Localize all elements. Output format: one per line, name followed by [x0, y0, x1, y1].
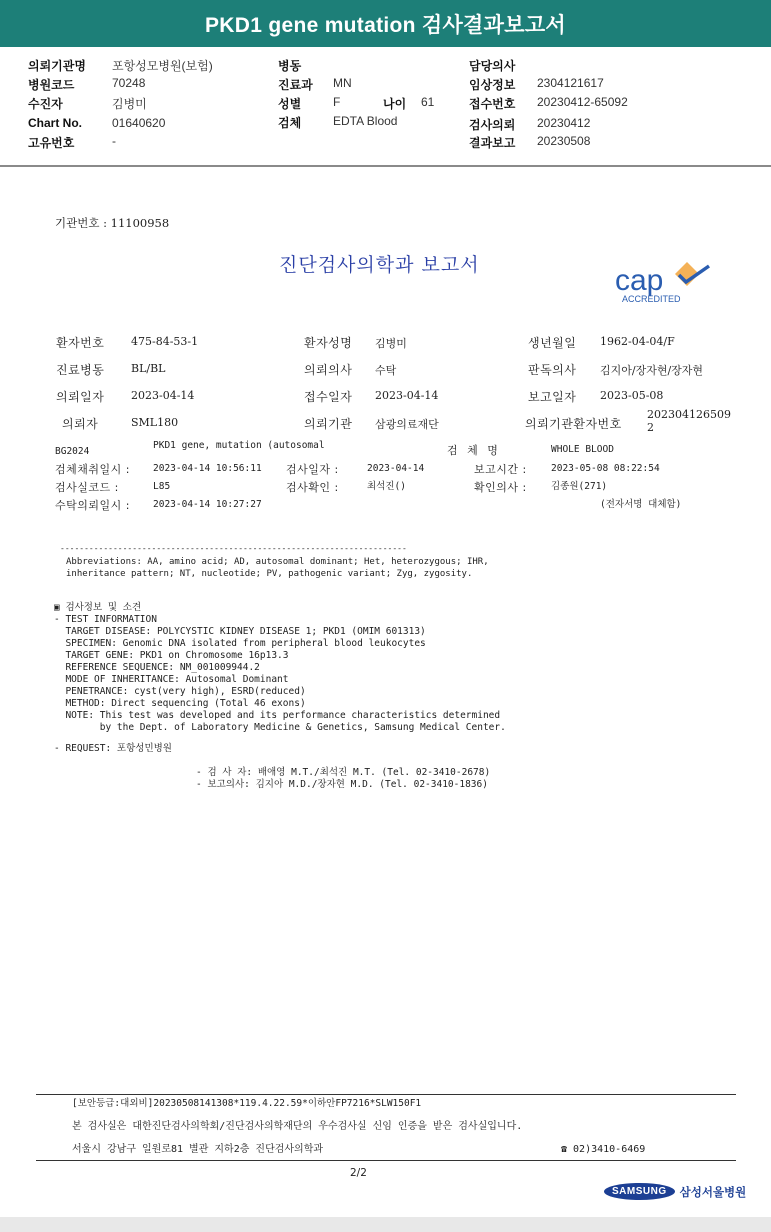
info-label: 의뢰일자	[56, 390, 105, 404]
specimen-value: WHOLE BLOOD	[551, 444, 614, 455]
body-line: TARGET DISEASE: POLYCYSTIC KIDNEY DISEASE 1; PKD1 (OMIM 601313)	[54, 626, 426, 637]
header-label: 검사의뢰	[469, 118, 516, 132]
body-line: METHOD: Direct sequencing (Total 46 exons)	[54, 698, 306, 709]
time-label: 확인의사 :	[474, 481, 527, 494]
info-value: 475-84-53-1	[131, 335, 199, 348]
header-label: 접수번호	[469, 97, 516, 111]
time-value: 2023-04-14	[367, 463, 425, 474]
cap-accredited-logo	[615, 262, 715, 310]
header-label: 진료과	[278, 78, 313, 92]
header-value: 20230412-65092	[537, 95, 628, 109]
test-code: BG2024	[55, 446, 90, 457]
header-label: 고유번호	[28, 136, 75, 150]
info-value: 수탁	[375, 364, 397, 377]
signer-line: - 보고의사: 김지아 M.D./장자현 M.D. (Tel. 02-3410-1836)	[196, 779, 488, 790]
time-value: 김종원(271)	[551, 481, 608, 492]
info-value: 2023-04-14	[131, 389, 195, 402]
header-value: 김병미	[112, 97, 147, 111]
abbrev-line: Abbreviations: AA, amino acid; AD, autosomal dominant; Het, heterozygous; IHR,	[66, 557, 489, 567]
info-label: 보고일자	[528, 390, 577, 404]
header-value: 20230412	[537, 116, 591, 130]
body-line: PENETRANCE: cyst(very high), ESRD(reduced)	[54, 686, 306, 697]
info-label: 생년월일	[528, 336, 577, 350]
cap-accredited-text: ACCREDITED	[622, 294, 681, 304]
time-label: 검사확인 :	[286, 481, 339, 494]
info-value: 2023041265092	[647, 408, 731, 434]
time-label: 검사일자 :	[286, 463, 339, 476]
header-label: 결과보고	[469, 136, 516, 150]
info-label: 접수일자	[304, 390, 353, 404]
time-label: 검사실코드 :	[55, 481, 119, 494]
test-name: PKD1 gene, mutation (autosomal	[153, 440, 325, 451]
info-value: 김병미	[375, 337, 407, 350]
header-value: 70248	[112, 76, 146, 90]
header-label: 의뢰기관명	[28, 59, 86, 73]
header-label: 수진자	[28, 97, 63, 111]
header-value: 2304121617	[537, 76, 604, 90]
body-line: ▣ 검사정보 및 소견	[54, 602, 142, 613]
body-line: by the Dept. of Laboratory Medicine & Genetics, Samsung Medical Center.	[54, 722, 506, 733]
samsung-wordmark: SAMSUNG	[604, 1183, 675, 1200]
info-label: 의뢰기관	[304, 417, 353, 431]
title-bar	[0, 0, 771, 47]
receipt-label: 수탁의뢰일시 :	[55, 499, 130, 512]
info-label: 진료병동	[56, 363, 105, 377]
signer-line: - 검 사 자: 배애영 M.T./최석진 M.T. (Tel. 02-3410-2678)	[196, 767, 491, 778]
header-info	[0, 47, 771, 165]
header-value: MN	[333, 76, 352, 90]
cap-logo-text: cap	[615, 264, 664, 297]
time-value: 2023-04-14 10:56:11	[153, 463, 262, 474]
footer-rule-top	[36, 1094, 736, 1095]
body-line: NOTE: This test was developed and its performance characteristics determined	[54, 710, 501, 721]
info-value: BL/BL	[131, 362, 166, 375]
info-label: 환자번호	[56, 336, 105, 350]
header-value: 01640620	[112, 116, 166, 130]
body-line: SPECIMEN: Genomic DNA isolated from peripheral blood leukocytes	[54, 638, 426, 649]
header-value: 포항성모병원(보험)	[112, 59, 213, 73]
info-value: SML180	[131, 416, 179, 429]
header-value: F	[333, 95, 341, 109]
time-value: 2023-05-08 08:22:54	[551, 463, 660, 474]
time-value: 최석진()	[367, 481, 406, 492]
age-label: 나이	[383, 97, 407, 111]
bottom-margin	[0, 1217, 771, 1232]
info-value: 2023-04-14	[375, 389, 439, 402]
header-label: 병원코드	[28, 78, 75, 92]
header-label: 담당의사	[469, 59, 516, 73]
footer-rule-bottom	[36, 1160, 736, 1161]
time-value: L85	[153, 481, 171, 492]
abbrev-line: inheritance pattern; NT, nucleotide; PV, pathogenic variant; Zyg, zygosity.	[66, 569, 473, 579]
info-value: 1962-04-04/F	[600, 335, 675, 348]
specimen-label: 검 체 명	[447, 444, 501, 457]
info-label: 의뢰자	[62, 417, 99, 431]
info-label: 의뢰기관환자번호	[525, 417, 622, 431]
receipt-value: 2023-04-14 10:27:27	[153, 499, 262, 510]
time-label: 검체채취일시 :	[55, 463, 130, 476]
hospital-name: 삼성서울병원	[679, 1184, 747, 1199]
header-value: -	[112, 134, 116, 148]
institution-number: 기관번호 : 11100958	[55, 216, 170, 230]
header-label: 성별	[278, 97, 302, 111]
esign-note: (전자서명 대체함)	[600, 499, 682, 510]
header-value: 20230508	[537, 134, 591, 148]
header-label: 검체	[278, 116, 302, 130]
time-label: 보고시간 :	[474, 463, 527, 476]
address-line: 서울시 강남구 일원로81 별관 지하2층 진단검사의학과	[72, 1144, 324, 1155]
header-label: 임상정보	[469, 78, 516, 92]
age-value: 61	[421, 95, 435, 109]
info-label: 환자성명	[304, 336, 353, 350]
body-line: TARGET GENE: PKD1 on Chromosome 16p13.3	[54, 650, 289, 661]
body-line: REFERENCE SEQUENCE: NM_001009944.2	[54, 662, 260, 673]
body-line: MODE OF INHERITANCE: Autosomal Dominant	[54, 674, 289, 685]
page-number: 2/2	[350, 1167, 367, 1179]
body-line: - TEST INFORMATION	[54, 614, 157, 625]
info-label: 판독의사	[528, 363, 577, 377]
page-title: PKD1 gene mutation 검사결과보고서	[205, 13, 566, 37]
request-line: - REQUEST: 포항성민병원	[54, 743, 172, 754]
header-label: Chart No.	[28, 116, 82, 130]
info-value: 2023-05-08	[600, 389, 664, 402]
header-value: EDTA Blood	[333, 114, 398, 128]
report-title: 진단검사의학과 보고서	[279, 254, 480, 276]
phone-number: ☎ 02)3410-6469	[561, 1144, 646, 1155]
certification-line: 본 검사실은 대한진단검사의학회/진단검사의학재단의 우수검사실 신임 인증을 받은 검사실입니다.	[72, 1121, 523, 1132]
security-line: [보안등급:대외비]20230508141308*119.4.22.59*이하안FP7216*SLW150F1	[72, 1098, 422, 1109]
info-value: 김지아/장자현/장자현	[600, 364, 704, 377]
info-label: 의뢰의사	[304, 363, 353, 377]
info-value: 삼광의료재단	[375, 418, 439, 431]
abbrev-rule: ------------------------------------------------------------------------	[60, 544, 407, 553]
report-page	[0, 167, 771, 1217]
header-label: 병동	[278, 59, 302, 73]
samsung-hospital-logo	[604, 1183, 746, 1200]
